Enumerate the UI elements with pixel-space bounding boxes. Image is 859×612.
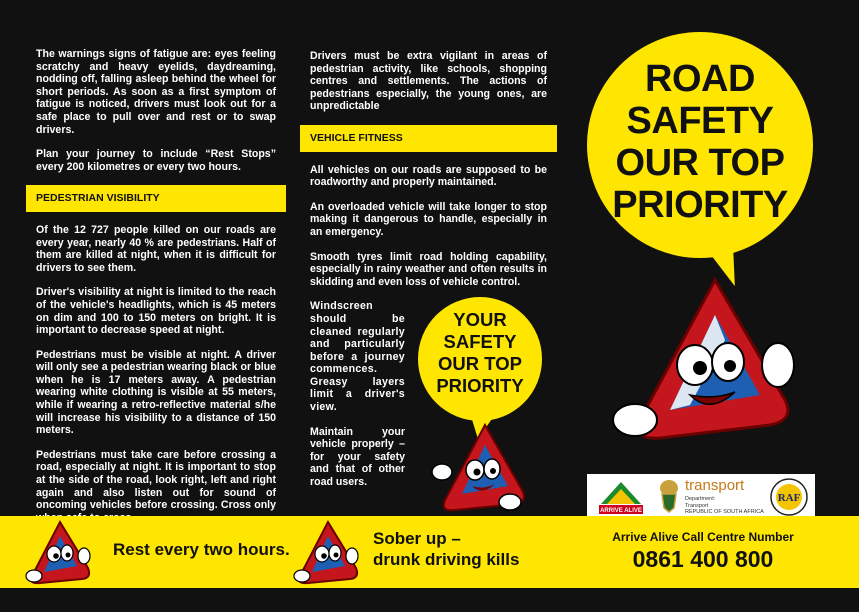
call-centre-number: 0861 400 800	[632, 546, 774, 572]
title-line: SAFETY	[626, 100, 774, 142]
arrive-alive-text: ARRIVE ALIVE	[600, 508, 642, 514]
roadworthy-paragraph: All vehicles on our roads are supposed to be roadworthy and properly maintained.	[310, 163, 547, 189]
your-safety-title	[418, 309, 542, 397]
pedestrian-visibility-heading: PEDESTRIAN VISIBILITY	[26, 185, 286, 212]
vigilant-paragraph: Drivers must be extra vigilant in areas of pedestrian activity, like schools, shopping centres and settlements. The actions of pedestrians especially, the young ones, are unpredictable	[310, 50, 547, 113]
overloaded-paragraph: An overloaded vehicle will take longer to stop making it dangerous to handle, especially in an emergency.	[310, 200, 547, 238]
arrive-alive-logo-icon	[597, 478, 645, 516]
pedestrian-crossing-paragraph: Pedestrians must take care before crossing a road, especially at night. It is important to stop at the side of the road, look right, left and right again and also listen out for sound of oncoming vehicles before crossing. Cross only	[36, 448, 276, 512]
dept-line: REPUBLIC OF SOUTH AFRICA	[685, 509, 764, 515]
coat-of-arms-icon	[657, 478, 681, 514]
triangle-mascot-rest-icon	[22, 518, 94, 586]
raf-logo-icon	[769, 477, 809, 517]
title-line: OUR TOP	[615, 142, 785, 184]
title-line: YOUR	[453, 309, 507, 330]
triangle-mascot-small-icon	[430, 420, 530, 515]
triangle-mascot-sober-icon	[290, 518, 362, 586]
fatigue-paragraph: The warnings signs of fatigue are: eyes feeling scratchy and heavy eyelids, daydreaming, nodding off, falling asleep behind the wheel for short periods. As soon as a first symptom of fatigue is noticed, drivers must look out for a safe place to pull over and rest or to swap drivers.	[36, 48, 276, 136]
tyres-paragraph: Smooth tyres limit road holding capability, especially in rainy weather and often results in skidding and even loss of vehicle control.	[310, 250, 547, 288]
dept-line: Transport	[685, 502, 709, 509]
bottom-banner	[0, 516, 859, 588]
road-safety-bubble	[587, 32, 813, 258]
dept-line: Department:	[685, 496, 716, 502]
sober-slogan	[373, 528, 519, 570]
pedestrian-stats-paragraph: Of the 12 727 people killed on our roads are every year, nearly 40 % are pedestrians. Half of them are killed at night, when it is difficult for drivers to see them.	[36, 223, 276, 274]
transport-wordmark: transport	[685, 477, 745, 494]
title-line: ROAD	[645, 58, 755, 100]
sponsor-logos	[587, 474, 815, 520]
rest-stops-paragraph: Plan your journey to include “Rest Stops” every 200 kilometres or every two hours.	[36, 148, 276, 173]
column-left	[36, 48, 276, 536]
department-text	[685, 496, 764, 516]
driver-visibility-paragraph: Driver's visibility at night is limited to the reach of the vehicle's headlights, which is 45 meters on dim and 100 to 150 meters on bright. It is important to decrease speed at night.	[36, 286, 276, 337]
rest-slogan: Rest every two hours.	[113, 540, 290, 559]
raf-text: RAF	[777, 492, 801, 504]
sober-line: Sober up –	[373, 529, 461, 548]
road-safety-title	[587, 58, 813, 226]
title-line: PRIORITY	[612, 184, 788, 226]
triangle-mascot-large-icon	[610, 270, 800, 450]
your-safety-bubble	[418, 297, 542, 421]
title-line: SAFETY	[443, 331, 517, 352]
pedestrian-visible-paragraph: Pedestrians must be visible at night. A driver will only see a pedestrian wearing black or blue when he is 17 meters away. A pedestrian wearing white clothing is visible at 55 meters, while if wearing a retro-reflective material s/he will increase his visibility to a distance of 150 meters.	[36, 348, 276, 437]
maintain-paragraph: Maintain your vehicle properly – for your safety and that of other road users.	[310, 425, 405, 489]
vehicle-fitness-heading: VEHICLE FITNESS	[300, 125, 557, 152]
sober-line: drunk driving kills	[373, 550, 520, 569]
title-line: OUR TOP	[438, 353, 522, 374]
title-line: PRIORITY	[436, 375, 524, 396]
call-centre-label: Arrive Alive Call Centre Number	[612, 530, 794, 544]
windscreen-paragraph: Windscreen should be cleaned regularly and particularly before a journey commences. Greasy layers limit a driver's view.	[310, 300, 405, 414]
